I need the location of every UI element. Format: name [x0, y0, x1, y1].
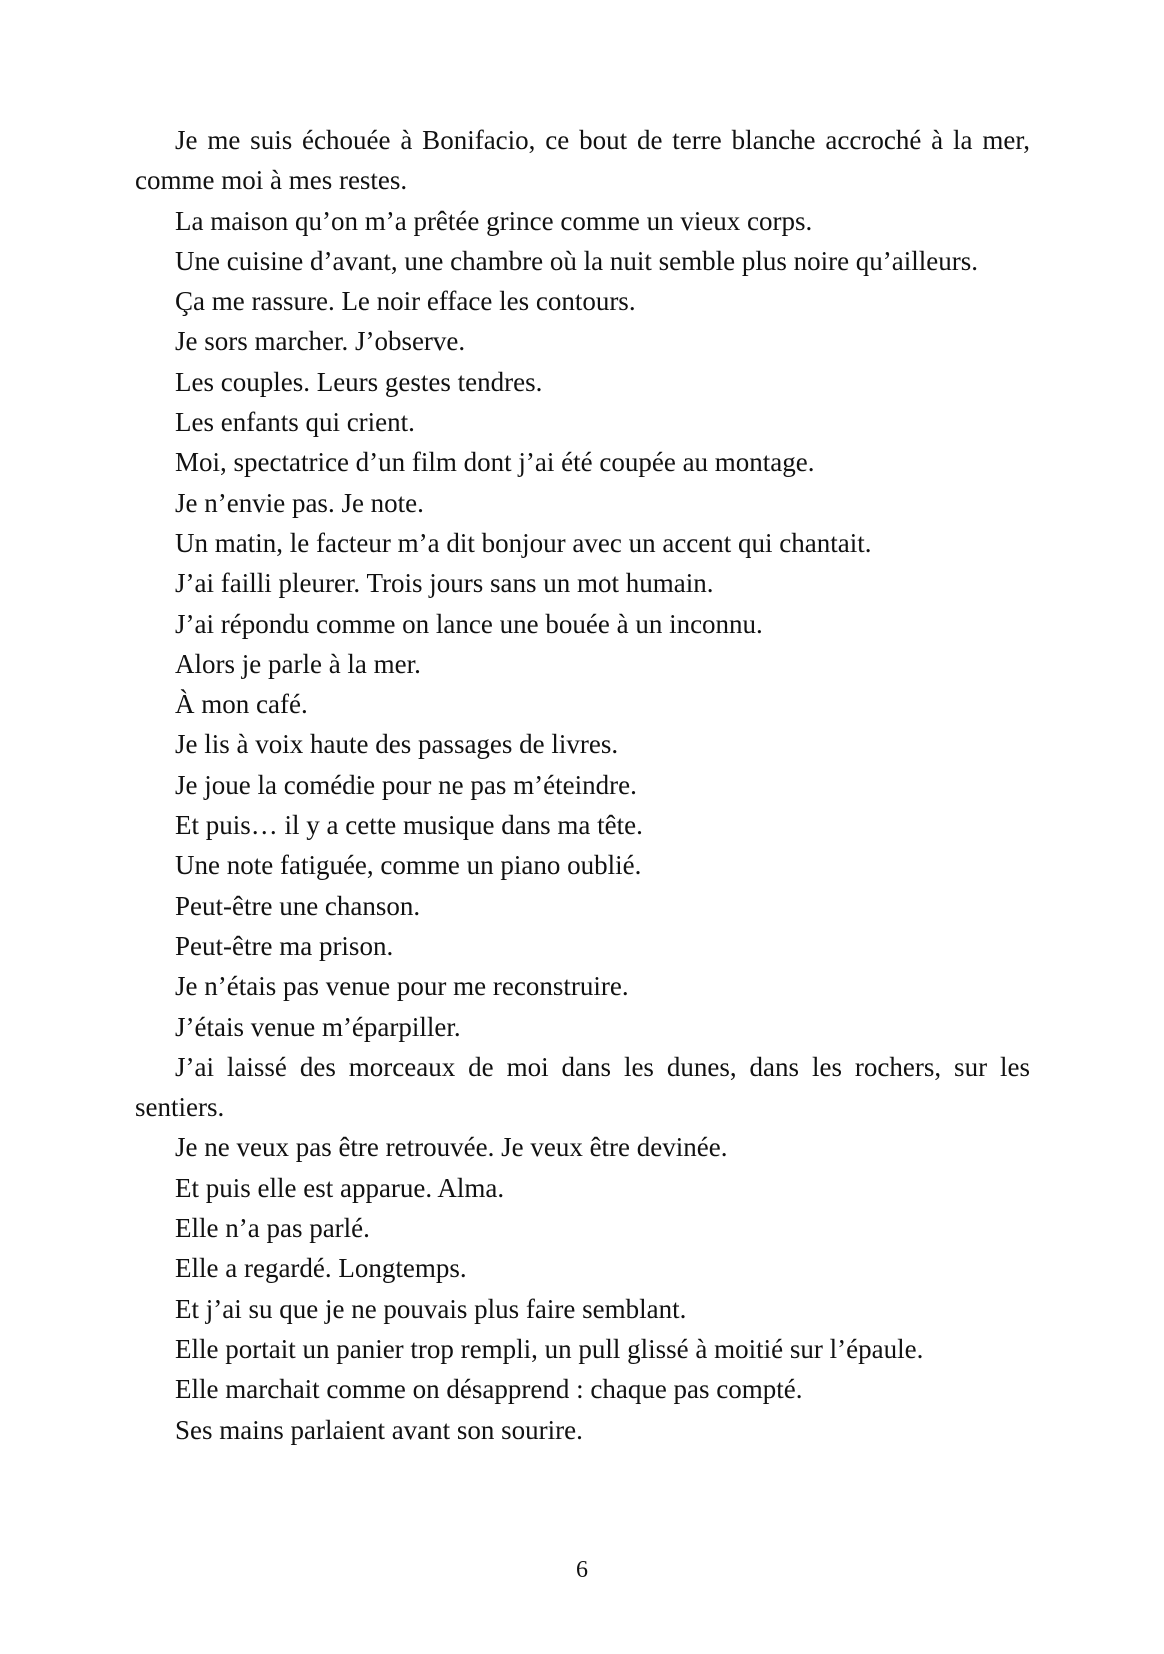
paragraph: J’étais venue m’éparpiller. [175, 1011, 461, 1042]
paragraph: Ça me rassure. Le noir efface les contours. [175, 286, 636, 317]
paragraph: J’ai failli pleurer. Trois jours sans un mot humain. [175, 568, 714, 599]
paragraph: Peut-être ma prison. [175, 930, 394, 961]
paragraph: À mon café. [175, 689, 308, 720]
paragraph: Je n’envie pas. Je note. [175, 487, 424, 518]
paragraph: Moi, spectatrice d’un film dont j’ai été coupée au montage. [175, 447, 815, 478]
paragraph: Je sors marcher. J’observe. [175, 326, 466, 357]
paragraph: Je me suis échouée à Bonifacio, ce bout de terre blanche accroché à la mer, comme moi à mes restes. [135, 125, 1030, 196]
page-number: 6 [576, 1557, 588, 1583]
paragraph: J’ai répondu comme on lance une bouée à un inconnu. [175, 608, 763, 639]
paragraph: Les couples. Leurs gestes tendres. [175, 366, 543, 397]
paragraph: La maison qu’on m’a prêtée grince comme un vieux corps. [175, 205, 813, 236]
paragraph: Je lis à voix haute des passages de livres. [175, 729, 619, 760]
paragraph: Une cuisine d’avant, une chambre où la nuit semble plus noire qu’ailleurs. [175, 245, 979, 276]
paragraph: Une note fatiguée, comme un piano oublié. [175, 850, 642, 881]
paragraph: Elle portait un panier trop rempli, un pull glissé à moitié sur l’épaule. [175, 1333, 924, 1364]
body-text [135, 120, 1030, 1450]
paragraph: Elle marchait comme on désapprend : chaque pas compté. [175, 1374, 803, 1405]
paragraph: Je n’étais pas venue pour me reconstruire. [175, 971, 629, 1002]
paragraph: J’ai laissé des morceaux de moi dans les dunes, dans les rochers, sur les sentiers. [135, 1051, 1030, 1123]
paragraph: Les enfants qui crient. [175, 407, 415, 438]
paragraph: Un matin, le facteur m’a dit bonjour avec un accent qui chantait. [175, 527, 872, 558]
paragraph: Elle n’a pas parlé. [175, 1213, 370, 1244]
paragraph: Je joue la comédie pour ne pas m’éteindre. [175, 769, 637, 800]
paragraph: Et puis… il y a cette musique dans ma tête. [175, 810, 643, 841]
paragraph: Elle a regardé. Longtemps. [175, 1253, 467, 1284]
paragraph: Et puis elle est apparue. Alma. [175, 1172, 505, 1203]
paragraph: Je ne veux pas être retrouvée. Je veux être devinée. [175, 1132, 728, 1163]
paragraph: Ses mains parlaient avant son sourire. [175, 1414, 583, 1445]
paragraph: Et j’ai su que je ne pouvais plus faire semblant. [175, 1293, 687, 1324]
paragraph: Peut-être une chanson. [175, 890, 421, 921]
paragraph: Alors je parle à la mer. [175, 648, 421, 679]
